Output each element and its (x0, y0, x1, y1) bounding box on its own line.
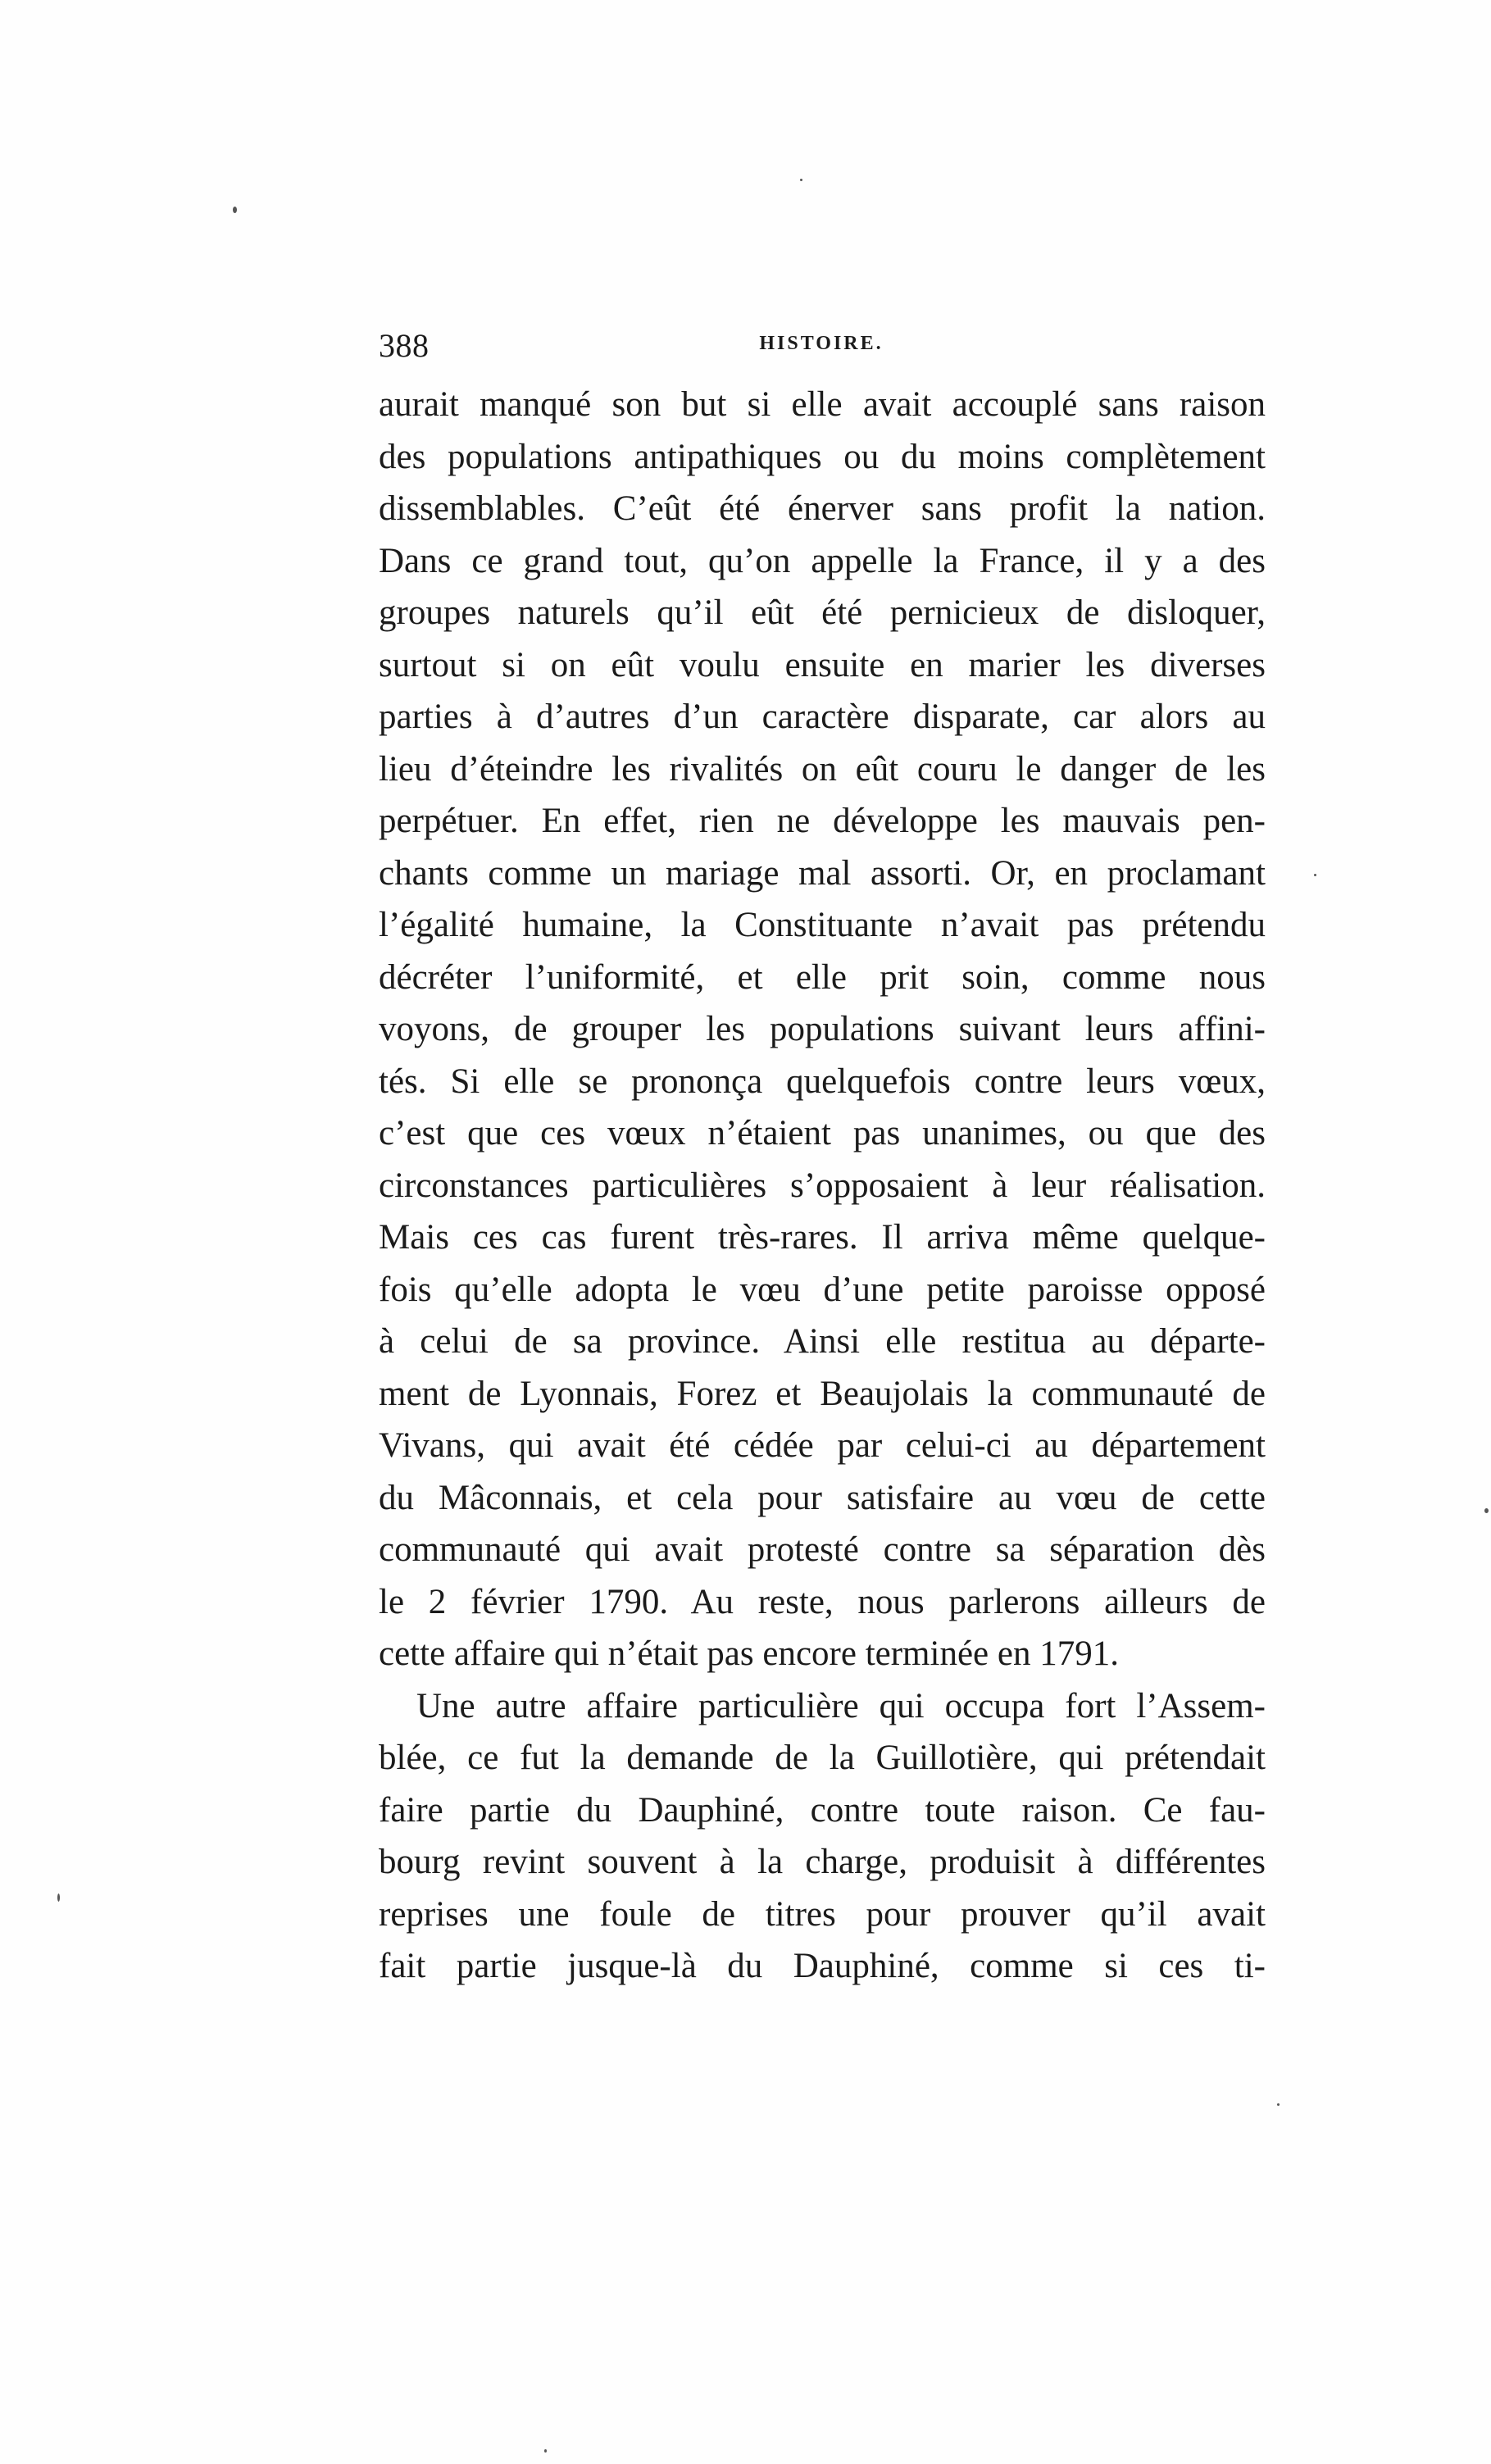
paper-speck (1314, 874, 1316, 876)
page-header (379, 321, 1264, 379)
text-line: fait partie jusque-là du Dauphiné, comme si ces ti- (379, 1947, 1266, 1985)
paragraph-1 (379, 379, 1266, 1680)
paragraph-2 (379, 1680, 1266, 1993)
text-line: dissemblables. C’eût été énerver sans profit la nation. (379, 489, 1266, 528)
text-line: le 2 février 1790. Au reste, nous parlerons ailleurs de (379, 1582, 1266, 1621)
text-line: chants comme un mariage mal assorti. Or, en proclamant (379, 853, 1266, 893)
body-text (379, 379, 1266, 1993)
text-line: blée, ce fut la demande de la Guillotière, qui prétendait (379, 1739, 1266, 1777)
page-number: 388 (379, 327, 430, 364)
text-line: reprises une foule de titres pour prouver qu’il avait (379, 1894, 1266, 1934)
paper-speck (544, 2449, 547, 2453)
text-line: des populations antipathiques ou du moins complètement (379, 437, 1266, 476)
text-line: tés. Si elle se prononça quelquefois contre leurs vœux, (379, 1062, 1266, 1101)
text-line: groupes naturels qu’il eût été pernicieux de disloquer, (379, 593, 1266, 632)
text-line: Vivans, qui avait été cédée par celui-ci au département (379, 1426, 1266, 1465)
text-line: faire partie du Dauphiné, contre toute raison. Ce fau- (379, 1790, 1266, 1830)
text-line: lieu d’éteindre les rivalités on eût couru le danger de les (379, 749, 1266, 789)
text-line: c’est que ces vœux n’étaient pas unanimes, ou que des (379, 1114, 1266, 1152)
text-line: du Mâconnais, et cela pour satisfaire au vœu de cette (379, 1478, 1266, 1517)
text-line: à celui de sa province. Ainsi elle restitua au départe- (379, 1322, 1266, 1361)
text-line: circonstances particulières s’opposaient à leur réalisation. (379, 1166, 1266, 1205)
paper-speck (1277, 2103, 1280, 2106)
text-line: Une autre affaire particulière qui occupa fort l’Assem- (416, 1686, 1266, 1725)
text-line: voyons, de grouper les populations suivant leurs affini- (379, 1010, 1266, 1048)
running-head: HISTOIRE. (759, 333, 884, 354)
text-line: ment de Lyonnais, Forez et Beaujolais la communauté de (379, 1374, 1266, 1413)
text-line: Dans ce grand tout, qu’on appelle la France, il y a des (379, 541, 1266, 580)
text-line: perpétuer. En effet, rien ne développe les mauvais pen- (379, 802, 1266, 840)
text-line: fois qu’elle adopta le vœu d’une petite paroisse opposé (379, 1270, 1266, 1309)
paper-speck (1484, 1508, 1489, 1513)
paper-speck (233, 207, 237, 213)
text-line: surtout si on eût voulu ensuite en marier les diverses (379, 645, 1266, 684)
text-line: parties à d’autres d’un caractère disparate, car alors au (379, 698, 1266, 736)
text-line: Mais ces cas furent très-rares. Il arriva même quelque- (379, 1218, 1266, 1257)
text-line: aurait manqué son but si elle avait accouplé sans raison (379, 385, 1266, 424)
text-line: décréter l’uniformité, et elle prit soin, comme nous (379, 957, 1266, 997)
text-line: communauté qui avait protesté contre sa séparation dès (379, 1530, 1266, 1569)
text-line: bourg revint souvent à la charge, produisit à différentes (379, 1843, 1266, 1881)
text-line: l’égalité humaine, la Constituante n’avait pas prétendu (379, 906, 1266, 944)
paper-speck (800, 179, 802, 181)
text-line: cette affaire qui n’était pas encore terminée en 1791. (379, 1634, 1119, 1673)
paper-speck (57, 1893, 60, 1902)
